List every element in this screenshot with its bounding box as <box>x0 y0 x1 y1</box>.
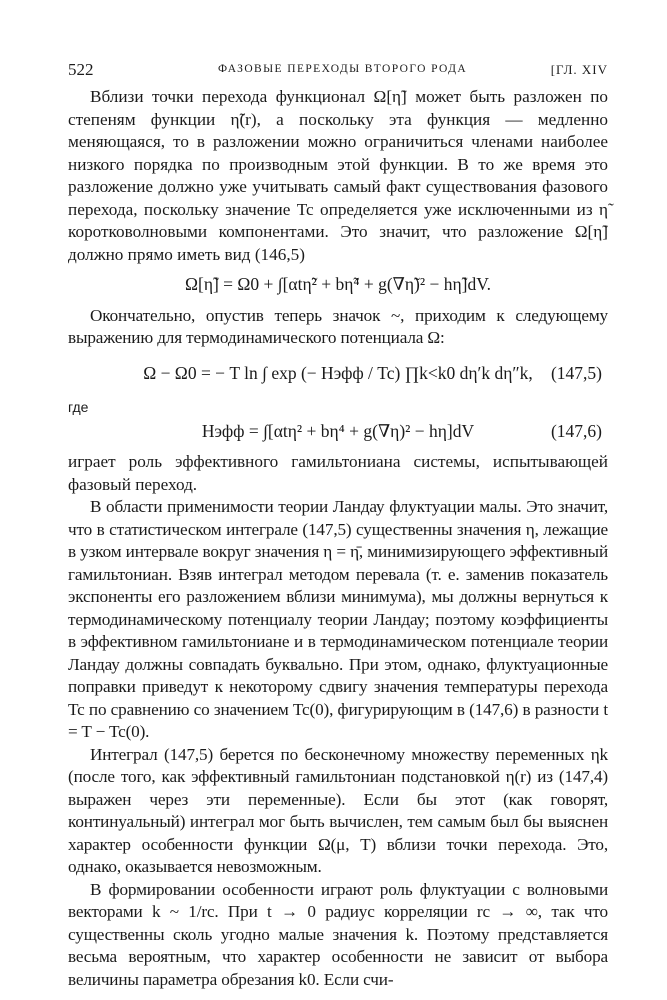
equation-number: (147,6) <box>550 420 602 441</box>
body-text <box>68 86 608 991</box>
equation-body: Ω[η̃] = Ω0 + ∫[αtη̃² + bη̃⁴ + g(∇η̃)² − hη̃]dV. <box>185 274 491 294</box>
page-header <box>68 60 608 86</box>
equation-147-5 <box>68 362 608 385</box>
paragraph-6: В формировании особенности играют роль флуктуации с волновыми векторами k ~ 1/rc. При t → 0 радиус корреляции rc → ∞, так что существенны сколь угодно малые значения k. Поэтому представляется весьма вероятным, что характер особенности не зависит от выбора величины параметра обрезания k0. Если счи- <box>68 879 608 989</box>
paragraph-1: Вблизи точки перехода функционал Ω[η̃] может быть разложен по степеням функции η̃(r), а поскольку эта функция — медленно меняющаяся, то в разложении можно ограничиться членами наиболее низкого порядка по производным этой функции. В то же время это разложение должно уже учитывать самый факт существования фазового перехода, поскольку значение Tc определяется уже исключенными из η̃ коротковолновыми компонентами. Это значит, что разложение Ω[η̃] должно прямо иметь вид (146,5) <box>68 87 608 264</box>
paragraph-2: Окончательно, опустив теперь значок ~, приходим к следующему выражению для термодинамического потенциала Ω: <box>68 305 608 347</box>
equation-body: Ω − Ω0 = − T ln ∫ exp (− Hэфф / Tc) ∏k<k0 dη′k dη″k, <box>143 362 533 383</box>
where-word: где <box>68 399 89 415</box>
running-title: ФАЗОВЫЕ ПЕРЕХОДЫ ВТОРОГО РОДА <box>218 63 468 75</box>
page-number: 522 <box>68 60 94 79</box>
equation-body: Hэфф = ∫[αtη² + bη⁴ + g(∇η)² − hη]dV <box>201 420 475 441</box>
paragraph-4: В области применимости теории Ландау флуктуации малы. Это значит, что в статистическом интеграле (147,5) существенны значения η, лежащие в узком интервале вокруг значения η = η̄, минимизирующего эффективный гамильтониан. Взяв интеграл методом перевала (т. е. заменив показатель экспоненты его разложением вблизи минимума), мы должны вернуться к термодинамическому потенциалу теории Ландау; поэтому коэффициенты в эффективном гамильтониане и в термодинамическом потенциале теории Ландау должны совпадать буквально. При этом, однако, флуктуационные поправки приведут к некоторому сдвигу значения температуры перехода Tc по сравнению со значением Tc(0), фигурирующим в (147,6) в разности t = T − Tc(0). <box>68 497 608 741</box>
equation-147-6 <box>68 420 608 443</box>
chapter-label: [ГЛ. XIV <box>550 62 608 77</box>
equation-number: (147,5) <box>550 362 602 383</box>
paragraph-3: играет роль эффективного гамильтониана системы, испытывающей фазовый переход. <box>68 452 608 494</box>
equation-146-5 <box>68 273 608 296</box>
paragraph-5: Интеграл (147,5) берется по бесконечному множеству переменных ηk (после того, как эффективный гамильтониан подстановкой η(r) из (147,4) выражен через эти переменные). Если бы этот (как говорят, континуальный) интеграл мог быть вычислен, тем самым был бы выяснен характер особенности функции Ω(μ, T) вблизи точки перехода. Это, однако, оказывается невозможным. <box>68 744 608 876</box>
book-page <box>68 60 608 991</box>
